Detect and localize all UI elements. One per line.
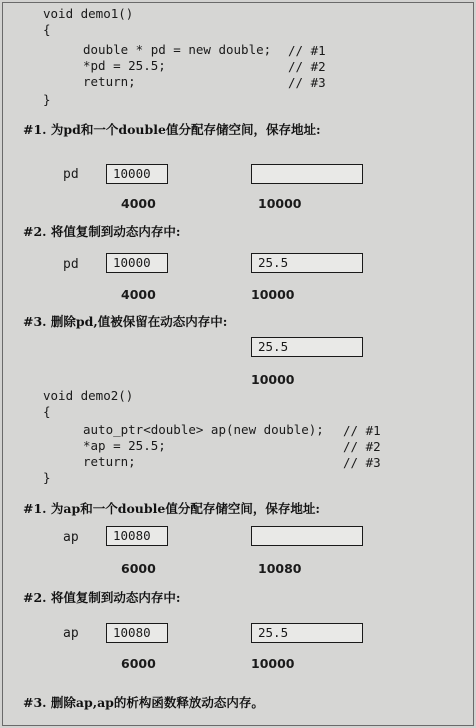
- pointer-label-pd: pd: [63, 167, 79, 182]
- heap-cell-value: 25.5: [251, 623, 363, 643]
- pointer-cell-pd: 10000: [106, 164, 168, 184]
- code-line-return: return;: [83, 454, 136, 469]
- code-line-open-brace: {: [43, 22, 51, 37]
- code-comment-1: // #1: [343, 423, 381, 438]
- heap-cell-value: 25.5: [251, 337, 363, 357]
- pointer-label-pd: pd: [63, 257, 79, 272]
- address-ap: 6000: [121, 561, 156, 576]
- code-comment-2: // #2: [288, 59, 326, 74]
- code-line-auto-ptr: auto_ptr<double> ap(new double);: [83, 422, 324, 437]
- code-comment-3: // #3: [288, 75, 326, 90]
- code-line-func-demo2: void demo2(): [43, 388, 134, 403]
- code-line-func-demo1: void demo1(): [43, 6, 134, 21]
- caption-demo1-step2: #2. 将值复制到动态内存中:: [23, 224, 181, 239]
- address-heap: 10000: [251, 372, 295, 387]
- address-pd: 4000: [121, 196, 156, 211]
- code-comment-1: // #1: [288, 43, 326, 58]
- code-line-close-brace: }: [43, 92, 51, 107]
- code-comment-3: // #3: [343, 455, 381, 470]
- address-heap: 10080: [258, 561, 302, 576]
- code-comment-2: // #2: [343, 439, 381, 454]
- pointer-label-ap: ap: [63, 626, 79, 641]
- code-line-close-brace: }: [43, 470, 51, 485]
- caption-demo2-step1: #1. 为ap和一个double值分配存储空间，保存地址:: [23, 501, 320, 516]
- pointer-cell-ap: 10080: [106, 526, 168, 546]
- pointer-cell-pd: 10000: [106, 253, 168, 273]
- address-pd: 4000: [121, 287, 156, 302]
- heap-cell-value: 25.5: [251, 253, 363, 273]
- address-heap: 10000: [251, 656, 295, 671]
- caption-demo2-step2: #2. 将值复制到动态内存中:: [23, 590, 181, 605]
- pointer-cell-ap: 10080: [106, 623, 168, 643]
- figure-frame: [2, 2, 474, 726]
- code-line-open-brace: {: [43, 404, 51, 419]
- code-line-assign: *pd = 25.5;: [83, 58, 166, 73]
- caption-demo1-step1: #1. 为pd和一个double值分配存储空间，保存地址:: [23, 122, 321, 137]
- caption-demo2-step3: #3. 删除ap,ap的析构函数释放动态内存。: [23, 695, 264, 710]
- pointer-label-ap: ap: [63, 530, 79, 545]
- code-line-return: return;: [83, 74, 136, 89]
- code-line-new-double: double * pd = new double;: [83, 42, 272, 57]
- heap-cell-empty: [251, 526, 363, 546]
- address-heap: 10000: [258, 196, 302, 211]
- address-ap: 6000: [121, 656, 156, 671]
- heap-cell-empty: [251, 164, 363, 184]
- address-heap: 10000: [251, 287, 295, 302]
- caption-demo1-step3: #3. 删除pd,值被保留在动态内存中:: [23, 314, 228, 329]
- code-line-assign: *ap = 25.5;: [83, 438, 166, 453]
